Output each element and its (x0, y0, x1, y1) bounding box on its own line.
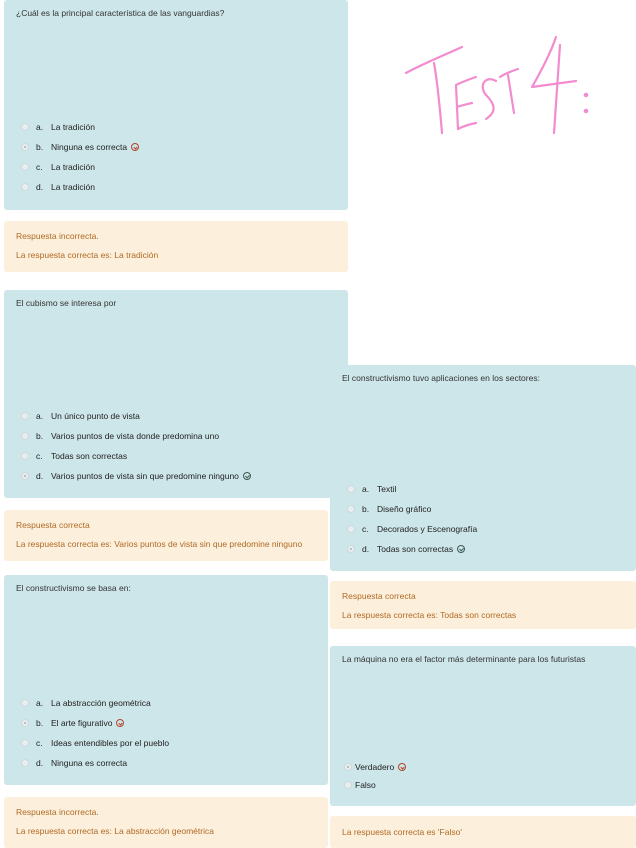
radio-icon[interactable] (347, 505, 355, 513)
incorrect-icon (131, 143, 139, 151)
answer-label: El arte figurativo (51, 718, 113, 728)
correct-icon (243, 472, 251, 480)
answer-letter: c. (362, 524, 369, 534)
answer-letter: c. (36, 738, 43, 748)
answer-label: Varios puntos de vista donde predomina uno (51, 431, 220, 441)
question-4-answers (347, 479, 477, 559)
question-5-answers (344, 758, 406, 794)
feedback-status: Respuesta correcta (16, 520, 90, 530)
question-4-box (330, 365, 636, 571)
radio-checked-icon[interactable] (21, 143, 29, 151)
question-3-feedback (4, 797, 328, 848)
question-2-feedback (4, 510, 328, 561)
answer-option[interactable] (21, 713, 169, 733)
question-3-answers (21, 693, 169, 773)
question-1-box (4, 0, 348, 210)
question-5-box (330, 646, 636, 806)
answer-letter: a. (36, 122, 44, 132)
answer-option[interactable] (21, 137, 139, 157)
incorrect-icon (398, 763, 406, 771)
answer-letter: a. (362, 484, 370, 494)
answer-option[interactable] (347, 479, 477, 499)
handwritten-title-text: Test 4: (400, 25, 403, 26)
answer-option[interactable] (21, 446, 251, 466)
feedback-correct-answer: La respuesta correcta es: La abstracción geométrica (16, 826, 214, 836)
radio-icon[interactable] (21, 759, 29, 767)
answer-option[interactable] (21, 406, 251, 426)
answer-option[interactable] (21, 117, 139, 137)
answer-label: Falso (355, 780, 376, 790)
answer-letter: a. (36, 411, 44, 421)
answer-label: La tradición (51, 182, 95, 192)
answer-letter: d. (362, 544, 370, 554)
radio-checked-icon[interactable] (344, 763, 352, 771)
feedback-status: Respuesta incorrecta. (16, 807, 99, 817)
feedback-status: Respuesta incorrecta. (16, 231, 99, 241)
radio-icon[interactable] (21, 739, 29, 747)
answer-option[interactable] (21, 177, 139, 197)
answer-label: Todas son correctas (377, 544, 454, 554)
answer-label: Varios puntos de vista sin que predomine ninguno (51, 471, 239, 481)
radio-icon[interactable] (21, 452, 29, 460)
answer-label: La tradición (51, 122, 95, 132)
answer-letter: b. (36, 431, 44, 441)
radio-icon[interactable] (347, 485, 355, 493)
answer-option[interactable] (347, 499, 477, 519)
answer-option[interactable] (347, 519, 477, 539)
radio-icon[interactable] (344, 781, 352, 789)
radio-checked-icon[interactable] (21, 719, 29, 727)
answer-label: Un único punto de vista (51, 411, 140, 421)
handwritten-test-title (400, 25, 600, 145)
question-5-feedback (330, 816, 636, 848)
feedback-correct-answer: La respuesta correcta es: Varios puntos de vista sin que predomine ninguno (16, 539, 303, 549)
incorrect-icon (116, 719, 124, 727)
answer-label: La abstracción geométrica (51, 698, 151, 708)
answer-option-true[interactable] (344, 758, 406, 776)
answer-label: Ideas entendibles por el pueblo (51, 738, 170, 748)
radio-checked-icon[interactable] (21, 472, 29, 480)
answer-letter: b. (36, 718, 44, 728)
radio-icon[interactable] (21, 432, 29, 440)
radio-icon[interactable] (21, 412, 29, 420)
answer-letter: d. (36, 758, 44, 768)
question-3-box (4, 575, 328, 785)
question-2-box (4, 290, 348, 498)
answer-option[interactable] (21, 693, 169, 713)
question-4-feedback (330, 581, 636, 629)
answer-letter: b. (362, 504, 370, 514)
feedback-status: Respuesta correcta (342, 591, 416, 601)
answer-label: Decorados y Escenografía (377, 524, 478, 534)
answer-letter: d. (36, 471, 44, 481)
radio-icon[interactable] (21, 699, 29, 707)
radio-checked-icon[interactable] (347, 545, 355, 553)
question-3-text: El constructivismo se basa en: (16, 583, 131, 593)
answer-letter: d. (36, 182, 44, 192)
radio-icon[interactable] (21, 183, 29, 191)
question-1-answers (21, 117, 139, 197)
answer-option[interactable] (21, 157, 139, 177)
answer-label: Diseño gráfico (377, 504, 432, 514)
answer-label: La tradición (51, 162, 95, 172)
answer-letter: c. (36, 451, 43, 461)
answer-option[interactable] (347, 539, 477, 559)
answer-label: Verdadero (355, 762, 395, 772)
question-2-answers (21, 406, 251, 486)
question-4-text: El constructivismo tuvo aplicaciones en los sectores: (342, 373, 540, 383)
radio-icon[interactable] (21, 123, 29, 131)
answer-option[interactable] (21, 753, 169, 773)
question-2-text: El cubismo se interesa por (16, 298, 117, 308)
correct-icon (457, 545, 465, 553)
answer-option[interactable] (21, 466, 251, 486)
answer-option[interactable] (21, 426, 251, 446)
question-1-feedback (4, 221, 348, 272)
answer-letter: a. (36, 698, 44, 708)
feedback-correct-answer: La respuesta correcta es: Todas son correctas (342, 610, 517, 620)
question-5-text: La máquina no era el factor más determinante para los futuristas (342, 654, 586, 664)
radio-icon[interactable] (347, 525, 355, 533)
answer-option[interactable] (21, 733, 169, 753)
question-1-text: ¿Cuál es la principal característica de las vanguardias? (16, 8, 225, 18)
radio-icon[interactable] (21, 163, 29, 171)
feedback-correct-answer: La respuesta correcta es: La tradición (16, 250, 159, 260)
answer-option-false[interactable] (344, 776, 406, 794)
answer-label: Ninguna es correcta (51, 142, 128, 152)
answer-label: Todas son correctas (51, 451, 128, 461)
answer-label: Textil (377, 484, 397, 494)
answer-letter: b. (36, 142, 44, 152)
answer-label: Ninguna es correcta (51, 758, 128, 768)
answer-letter: c. (36, 162, 43, 172)
feedback-correct-answer: La respuesta correcta es 'Falso' (342, 827, 462, 837)
